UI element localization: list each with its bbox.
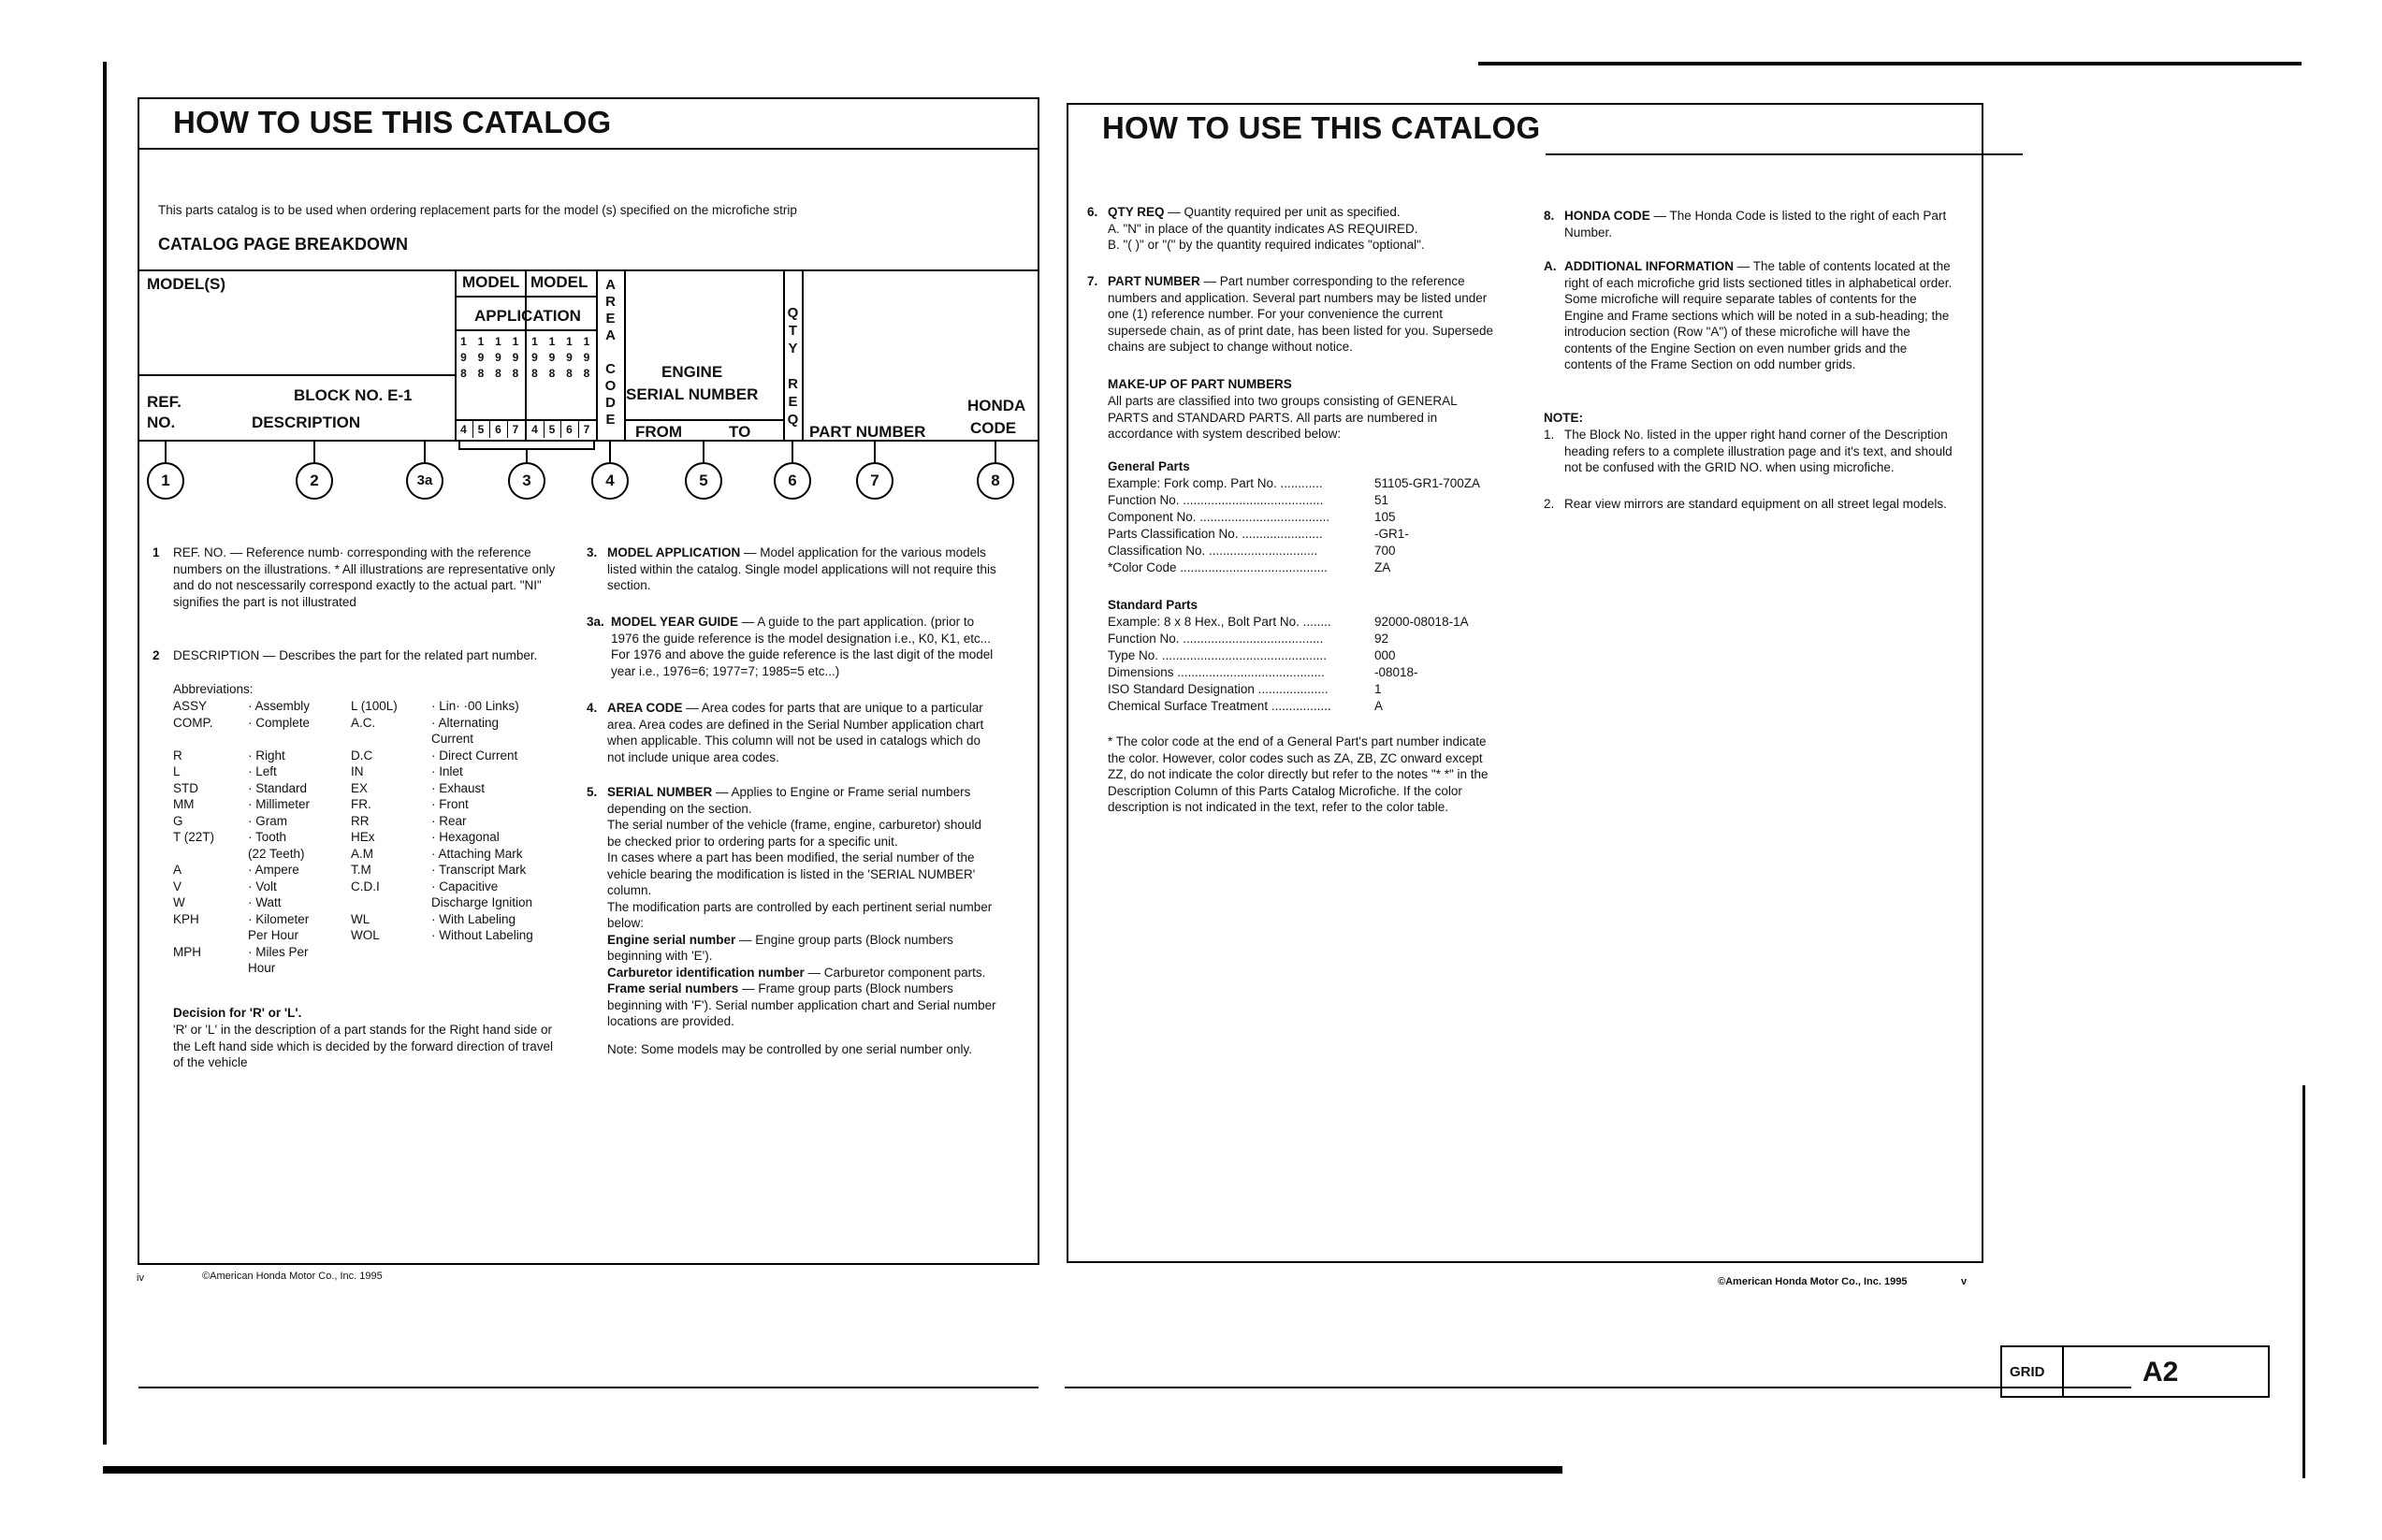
application-label: APPLICATION [474,307,581,325]
grid-divider [2062,1347,2064,1396]
model-year-digit: 8 [512,367,519,380]
callout-connectors [139,440,1039,487]
part-makeup-value: 51105-GR1-700ZA [1374,476,1481,490]
qty-req-letter: T [788,323,798,339]
code-label: CODE [970,419,1017,437]
abbreviation-cell: Hour [248,961,276,975]
diagram-top-rule [139,269,1039,271]
decision-heading: Decision for 'R' or 'L'. [173,1006,302,1020]
abbreviation-cell: T (22T) [173,830,215,844]
abbreviation-row [173,715,575,732]
abbreviation-cell: T.M [351,863,371,877]
col-qty-left [783,269,785,440]
part-makeup-row [1108,698,1501,715]
abbreviation-cell: · Inlet [431,764,463,778]
year-col-rule [526,421,527,438]
abbreviation-cell: MPH [173,944,201,959]
abbreviation-cell: RR [351,813,370,828]
abbreviation-cell: · Exhaust [431,780,486,795]
part-makeup-key: Function No. ........................................ [1108,632,1324,646]
model-year-digit: 1 [460,335,467,348]
standard-parts-table [1108,614,1501,715]
part-makeup-key: Classification No. ............................... [1108,544,1318,558]
callout-5: 5 [685,462,722,500]
item-area-code: 4. AREA CODE — Area codes for parts that are unique to a particular area. Area codes are defined in the Serial Number application chart when applicable. This column will not be used in catalogs which do not include unique area codes. [587,701,984,764]
abbreviation-cell: C.D.I [351,879,380,893]
abbreviation-cell [248,731,351,748]
model-year-digit: 7 [512,423,519,436]
col-area-left [596,269,598,440]
page-title-right: HOW TO USE THIS CATALOG [1102,110,1541,145]
abbreviation-cell [173,927,248,944]
part-makeup-key: Parts Classification No. ....................... [1108,527,1323,541]
abbreviation-cell [431,944,572,961]
abbreviation-cell: IN [351,764,364,778]
model-year-digit: 1 [495,335,501,348]
item-qty-req: 6. QTY REQ — Quantity required per unit as specified. A. "N" in place of the quantity indicates AS REQUIRED. B. "( )" or "(" by the quantity required indicates "optional". [1087,205,1425,252]
serial-number-label: SERIAL NUMBER [626,385,759,403]
part-makeup-key: Example: Fork comp. Part No. ............ [1108,476,1323,490]
abbreviation-cell: KPH [173,911,199,926]
abbreviation-cell: R [173,748,182,763]
qty-req-letter: Y [788,341,798,356]
serial-rule [624,419,783,421]
abbreviation-row [173,862,575,879]
no-label: NO. [147,414,176,431]
area-code-letter: R [605,294,616,310]
abbreviation-cell: · Assembly [248,699,311,713]
model-year-digit: 6 [495,423,501,436]
abbreviation-cell: HEx [351,830,375,844]
model-year-digit: 4 [531,423,538,436]
area-code-letter: O [604,378,617,394]
abbreviation-row [173,960,575,977]
abbreviation-row [173,763,575,780]
color-code-note: * The color code at the end of a General Part's part number indicate the color. However, color codes such as ZA, ZB, ZC onward except ZZ, do not indicate the color directly but refer to the notes "* *" in the Description Column of this Parts Catalog Microfiche. If the color description is not indicated in the text, refer to the color table. [1108,734,1489,814]
part-makeup-key: Function No. ........................................ [1108,493,1324,507]
callout-4: 4 [591,462,629,500]
note-2: 2. Rear view mirrors are standard equipment on all street legal models. [1544,497,1947,511]
abbreviation-cell: · Tooth [248,830,287,844]
abbreviation-cell: · Millimeter [248,797,310,811]
abbreviation-cell [351,894,431,911]
abbreviation-cell: · Volt [248,879,277,893]
callout-3a: 3a [406,462,443,500]
part-makeup-row [1108,614,1501,631]
part-makeup-key: Chemical Surface Treatment ................. [1108,699,1331,713]
area-code-letter: C [605,361,616,377]
year-col-rule [544,421,545,438]
callout-1: 1 [147,462,184,500]
abbreviations-label: Abbreviations: [173,682,254,696]
abbreviation-cell: WOL [351,928,380,942]
part-makeup-value: 105 [1374,510,1396,524]
model-year-digit: 9 [477,351,485,364]
model-year-digit: 9 [512,351,519,364]
qty-req-letter: R [788,376,798,392]
abbreviation-cell: · Right [248,748,285,763]
grid-indicator [2000,1345,2270,1398]
bottom-rule [103,1466,1562,1474]
model-label-2: MODEL [530,273,588,291]
abbreviation-row [173,911,575,928]
part-makeup-key: Example: 8 x 8 Hex., Bolt Part No. ........ [1108,615,1331,629]
note-heading: NOTE: [1544,411,1583,425]
part-number-label: PART NUMBER [809,423,926,441]
note-1: 1. The Block No. listed in the upper right hand corner of the Description heading refers to a complete illustration page and it's text, and should not be confused with the GRID NO. when using microfiche. [1544,428,1953,474]
abbreviation-row [173,829,575,846]
callout-7: 7 [856,462,893,500]
year-col-rule [560,421,561,438]
right-page-number: v [1961,1276,1968,1287]
abbreviation-cell: MM [173,797,195,811]
year-col-rule [507,421,508,438]
abbreviation-cell: · Miles Per [248,944,309,959]
abbreviation-row [173,927,575,944]
engine-label: ENGINE [661,363,723,381]
abbreviation-cell: FR. [351,797,371,811]
abbreviation-cell [351,960,431,977]
models-label: MODEL(S) [147,275,226,293]
general-parts-table [1108,475,1501,576]
title-divider [139,148,1038,150]
model-year-digit: 8 [477,367,485,380]
abbreviation-cell: EX [351,780,369,795]
item-ref-no: 1 REF. NO. — Reference numb· corresponding with the reference numbers on the illustrations. * All illustrations are representative only and do not nescessarily correspond exactly to the actual part. "NI" signifies the part is not illustrated [153,545,556,609]
right-catalog-panel [1067,103,1983,1263]
model-year-digit: 1 [512,335,519,348]
lower-right-rule [1065,1387,2131,1388]
model-year-digit: 1 [477,335,485,348]
left-edge-rule [103,62,107,1445]
callout-8: 8 [977,462,1014,500]
abbreviation-row [173,748,575,764]
part-makeup-value: 000 [1374,648,1396,662]
area-code-letter: A [605,277,616,293]
year-col-rule [472,421,473,438]
abbreviation-row [173,894,575,911]
abbreviation-cell: Current [431,732,474,746]
item-model-year-guide: 3a. MODEL YEAR GUIDE — A guide to the part application. (prior to 1976 the guide reference is the model designation i.e., K0, K1, etc... For 1976 and above the guide reference is the last digit of the model year i.e., 1976=6; 1977=7; 1985=5 etc...) [587,615,994,678]
model-year-digit: 9 [566,351,573,364]
abbreviation-cell: · Complete [248,715,311,730]
makeup-heading: MAKE-UP OF PART NUMBERS [1108,377,1292,391]
abbreviation-cell: D.C [351,748,373,763]
abbreviation-cell: A [173,863,182,877]
part-makeup-row [1108,492,1501,509]
model-year-digit: 5 [548,423,556,436]
part-makeup-row [1108,543,1501,559]
abbreviation-cell: STD [173,780,198,795]
abbreviation-cell [351,944,431,961]
block-no-label: BLOCK NO. E-1 [294,386,413,404]
model-year-digit: 8 [548,367,556,380]
part-makeup-key: *Color Code .......................................... [1108,560,1328,574]
model-year-digit: 6 [566,423,573,436]
abbreviation-cell: · Without Labeling [431,928,533,942]
model-year-digit: 8 [583,367,590,380]
general-parts-heading: General Parts [1108,459,1190,473]
abbreviation-cell: · Ampere [248,863,299,877]
area-code-letter: A [605,327,616,343]
model-label-1: MODEL [462,273,520,291]
part-makeup-key: Component No. ..................................... [1108,510,1330,524]
abbreviation-row [173,846,575,863]
year-col-rule [489,421,490,438]
part-makeup-row [1108,647,1501,664]
abbreviation-cell: · Alternating [431,715,500,730]
part-makeup-row [1108,559,1501,576]
abbreviation-row [173,780,575,797]
abbreviation-cell: A.C. [351,715,376,730]
abbreviations-table [173,698,575,977]
description-label: DESCRIPTION [252,414,361,431]
item-model-application: 3. MODEL APPLICATION — Model application for the various models listed within the catalog. Single model applications will not require this section. [587,545,996,592]
callout-2: 2 [296,462,333,500]
model-year-digit: 8 [566,367,573,380]
abbreviation-cell: G [173,813,183,828]
from-label: FROM [635,423,683,441]
abbreviation-cell [173,731,248,748]
item-honda-code: 8. HONDA CODE — The Honda Code is listed to the right of each Part Number. [1544,209,1947,240]
part-makeup-value: ZA [1374,560,1391,574]
model-year-digit: 7 [583,423,590,436]
abbreviation-cell: L [173,764,181,778]
part-makeup-row [1108,664,1501,681]
part-makeup-row [1108,681,1501,698]
makeup-text: All parts are classified into two groups consisting of GENERAL PARTS and STANDARD PARTS. All parts are numbered in accordance with system described below: [1108,394,1458,441]
abbreviation-row [173,813,575,830]
model-year-digit: 9 [548,351,556,364]
abbreviation-cell: · Watt [248,895,282,909]
abbreviation-cell: · Capacitive [431,879,499,893]
right-edge-rule [2302,1085,2305,1478]
grid-value: A2 [2142,1357,2179,1387]
honda-label: HONDA [967,397,1026,414]
part-makeup-value: 1 [1374,682,1382,696]
abbreviation-cell: V [173,879,182,893]
item-additional-information: A. ADDITIONAL INFORMATION — The table of contents located at the right of each microfiche grid lists sectioned titles in alphabetical order. Some microfiche will require separate tables of contents for the Engine and Frame sections which will be noted in a sub-heading; the introducion section (Row "A") of these microfiche will have the contents of the Engine Section on even number grids and the contents of the Frame Section on odd number grids. [1544,259,1953,371]
abbreviation-cell [351,731,431,748]
qty-req-letter: Q [787,412,799,428]
model-year-digit: 9 [583,351,590,364]
model-year-digit: 8 [460,367,467,380]
callout-3: 3 [508,462,545,500]
top-right-rule [1478,62,2302,65]
col-models-right [455,269,457,440]
abbreviation-cell [173,846,248,863]
abbreviation-cell: · With Labeling [431,911,516,926]
part-makeup-value: A [1374,699,1384,713]
part-makeup-value: -08018- [1374,665,1418,679]
part-makeup-row [1108,526,1501,543]
left-catalog-panel [138,97,1039,1265]
item-part-number: 7. PART NUMBER — Part number corresponding to the reference numbers and application. Several part numbers may be listed under one (1) reference number. For your convenience the current supersede chain, as of print date, has been listed for you. Supersede chains are subject to change without notice. [1087,274,1494,354]
part-makeup-row [1108,631,1501,647]
model-year-digit: 4 [460,423,467,436]
grid-label: GRID [2010,1364,2045,1380]
abbreviation-cell: · Direct Current [431,748,518,763]
lower-left-rule [138,1387,1038,1388]
abbreviation-cell: · Kilometer [248,911,310,926]
qty-req-letter: Q [787,305,799,321]
abbreviation-cell: · Transcript Mark [431,863,527,877]
area-code-letter: E [605,412,616,428]
abbreviation-row [173,698,575,715]
model-year-digit: 9 [531,351,538,364]
abbreviation-cell: Per Hour [248,928,299,942]
abbreviation-cell: COMP. [173,715,213,730]
part-makeup-value: 92000-08018-1A [1374,615,1469,629]
breakdown-heading: CATALOG PAGE BREAKDOWN [158,235,408,254]
abbreviation-row [173,879,575,895]
left-page-number: iv [137,1272,144,1284]
area-code-letter: E [605,311,616,327]
model-year-digit: 9 [460,351,467,364]
model-year-digit: 5 [477,423,485,436]
standard-parts-heading: Standard Parts [1108,598,1198,612]
abbreviation-cell: · Lin· ·00 Links) [431,699,519,713]
left-copyright: ©American Honda Motor Co., Inc. 1995 [202,1271,383,1282]
abbreviation-cell: L (100L) [351,699,398,713]
qty-req-letter: E [788,394,798,410]
model-year-digit: 8 [495,367,501,380]
abbreviation-cell: · Gram [248,813,287,828]
decision-text: 'R' or 'L' in the description of a part stands for the Right hand side or the Left hand side which is decided by the forward direction of travel of the vehicle [173,1023,553,1069]
model-year-digit: 1 [583,335,590,348]
title-divider-right [1546,153,2023,155]
abbreviation-cell: (22 Teeth) [248,846,305,861]
model-year-digit: 8 [531,367,538,380]
year-col-rule [578,421,579,438]
model-year-guide-grid [458,335,596,440]
abbreviation-cell: · Attaching Mark [431,846,523,861]
item-description: 2 DESCRIPTION — Describes the part for the related part number. [153,648,538,662]
callout-6: 6 [774,462,811,500]
item-serial-number: 5. SERIAL NUMBER — Applies to Engine or Frame serial numbers depending on the section. The serial number of the vehicle (frame, engine, carburetor) should be checked prior to ordering parts for a specific unit. In cases where a part has been modified, the serial number of the vehicle bearing the modification is listed in the 'SERIAL NUMBER' column. The modification parts are controlled by each pertinent serial number below: Engine serial number — Engine group parts (Block numbers beginning with 'E'). Carburetor identification number — Carburetor component parts. Frame serial numbers — Frame group parts (Block numbers beginning with 'F'). Serial number application chart and Serial number locations are provided. Note: Some models may be controlled by one serial number only. [587,785,996,1056]
abbreviation-row [173,944,575,961]
part-makeup-key: ISO Standard Designation .................... [1108,682,1329,696]
ref-label: REF. [147,393,182,411]
abbreviation-cell: A.M [351,846,374,861]
part-makeup-value: -GR1- [1374,527,1409,541]
part-makeup-row [1108,475,1501,492]
abbreviation-row [173,731,575,748]
model-year-digit: 1 [566,335,573,348]
abbreviation-cell: · Hexagonal [431,830,500,844]
right-copyright: ©American Honda Motor Co., Inc. 1995 [1718,1276,1908,1287]
model-year-digit: 1 [548,335,556,348]
abbreviation-cell: W [173,895,185,909]
part-makeup-value: 700 [1374,544,1396,558]
abbreviation-row [173,796,575,813]
area-code-letter: D [605,395,616,411]
part-makeup-value: 92 [1374,632,1389,646]
col-area-right [624,269,626,440]
part-makeup-key: Dimensions .......................................... [1108,665,1325,679]
abbreviation-cell: ASSY [173,699,208,713]
abbreviation-cell [431,960,572,977]
abbreviation-cell: Discharge Ignition [431,895,533,909]
intro-text: This parts catalog is to be used when ordering replacement parts for the model (s) specified on the microfiche strip [158,203,797,217]
part-makeup-row [1108,509,1501,526]
abbreviation-cell [173,960,248,977]
part-makeup-value: 51 [1374,493,1389,507]
page-title: HOW TO USE THIS CATALOG [173,105,612,139]
to-label: TO [729,423,751,441]
abbreviation-cell: · Left [248,764,277,778]
abbreviation-cell: · Standard [248,780,308,795]
models-divider [139,374,455,376]
model-year-digit: 1 [531,335,538,348]
abbreviation-cell: · Front [431,797,469,811]
abbreviation-cell: WL [351,911,370,926]
col-qty-right [802,269,804,440]
model-year-digit: 9 [495,351,501,364]
part-makeup-key: Type No. ............................................... [1108,648,1328,662]
abbreviation-cell: · Rear [431,813,467,828]
